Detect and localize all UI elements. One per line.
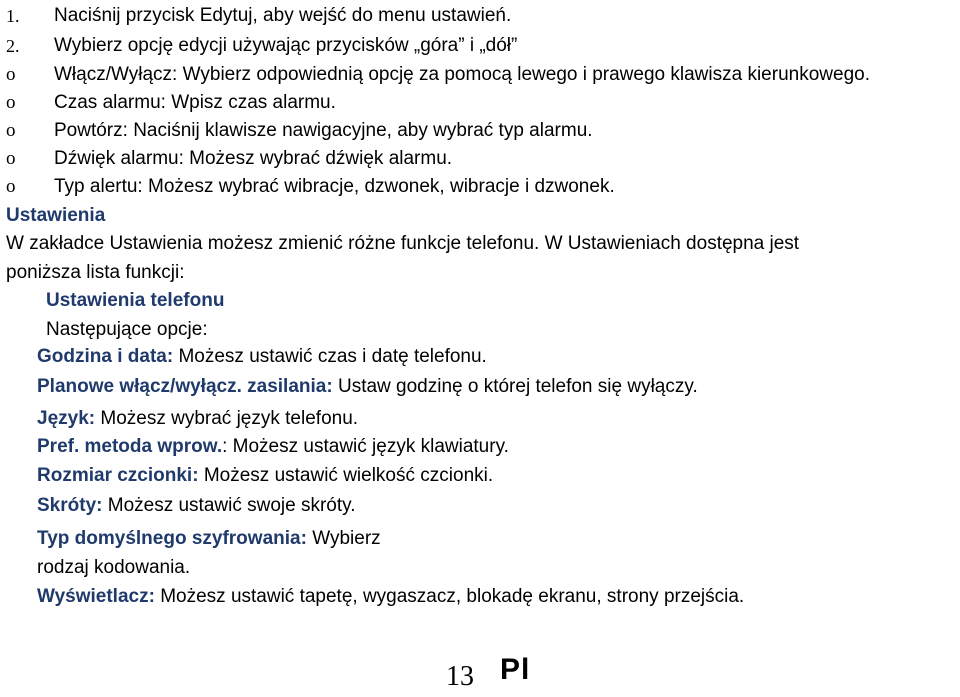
option-desc: Możesz ustawić wielkość czcionki. bbox=[198, 465, 494, 486]
bullet-on-off: Włącz/Wyłącz: Wybierz odpowiednią opcję za pomocą lewego i prawego klawisza kierunkowego. bbox=[54, 64, 870, 85]
option-scheduled-power bbox=[37, 375, 698, 399]
bullet-alert-type: Typ alertu: Możesz wybrać wibracje, dzwonek, wibracje i dzwonek. bbox=[54, 176, 615, 197]
option-input-method bbox=[37, 435, 509, 459]
section-subheading: Ustawienia telefonu bbox=[46, 290, 225, 311]
section-heading: Ustawienia bbox=[6, 205, 106, 226]
section-intro-line-2: poniższa lista funkcji: bbox=[6, 262, 185, 283]
language-code: Pl bbox=[500, 653, 531, 686]
option-desc: Możesz ustawić tapetę, wygaszacz, blokadę ekranu, strony przejścia. bbox=[154, 586, 745, 607]
bullet-marker: o bbox=[6, 64, 16, 85]
option-desc: Wybierz bbox=[306, 528, 381, 549]
option-label: Typ domyślnego szyfrowania: bbox=[37, 528, 307, 549]
option-encoding bbox=[37, 527, 381, 551]
option-desc: : Możesz ustawić język klawiatury. bbox=[222, 436, 509, 457]
option-date-time bbox=[37, 345, 487, 369]
option-shortcuts bbox=[37, 494, 356, 518]
option-desc: Możesz ustawić swoje skróty. bbox=[102, 495, 356, 516]
option-label: Planowe włącz/wyłącz. zasilania: bbox=[37, 376, 333, 397]
option-font-size bbox=[37, 464, 493, 488]
bullet-repeat: Powtórz: Naciśnij klawisze nawigacyjne, aby wybrać typ alarmu. bbox=[54, 120, 593, 141]
option-language bbox=[37, 407, 358, 431]
option-label: Rozmiar czcionki: bbox=[37, 465, 199, 486]
bullet-alarm-time: Czas alarmu: Wpisz czas alarmu. bbox=[54, 92, 336, 113]
options-intro: Następujące opcje: bbox=[46, 319, 208, 340]
option-desc: Możesz wybrać język telefonu. bbox=[95, 408, 359, 429]
option-label: Język: bbox=[37, 408, 96, 429]
bullet-marker: o bbox=[6, 92, 16, 113]
step-1-number: 1. bbox=[6, 6, 20, 26]
option-encoding-cont: rodzaj kodowania. bbox=[37, 557, 191, 578]
option-label: Wyświetlacz: bbox=[37, 586, 155, 607]
bullet-alarm-sound: Dźwięk alarmu: Możesz wybrać dźwięk alarmu. bbox=[54, 148, 453, 169]
step-2-text: Wybierz opcję edycji używając przycisków „góra” i „dół” bbox=[54, 35, 518, 56]
option-desc: Możesz ustawić czas i datę telefonu. bbox=[173, 346, 487, 367]
step-1-text: Naciśnij przycisk Edytuj, aby wejść do menu ustawień. bbox=[54, 5, 512, 26]
option-label: Pref. metoda wprow. bbox=[37, 436, 223, 457]
page-number: 13 bbox=[446, 661, 474, 692]
option-display bbox=[37, 585, 744, 609]
option-label: Skróty: bbox=[37, 495, 103, 516]
bullet-marker: o bbox=[6, 176, 16, 197]
step-2-number: 2. bbox=[6, 36, 20, 56]
section-intro-line-1: W zakładce Ustawienia możesz zmienić różne funkcje telefonu. W Ustawieniach dostępna jest bbox=[6, 233, 800, 254]
option-desc: Ustaw godzinę o której telefon się wyłączy. bbox=[332, 376, 698, 397]
bullet-marker: o bbox=[6, 148, 16, 169]
bullet-marker: o bbox=[6, 120, 16, 141]
option-label: Godzina i data: bbox=[37, 346, 174, 367]
